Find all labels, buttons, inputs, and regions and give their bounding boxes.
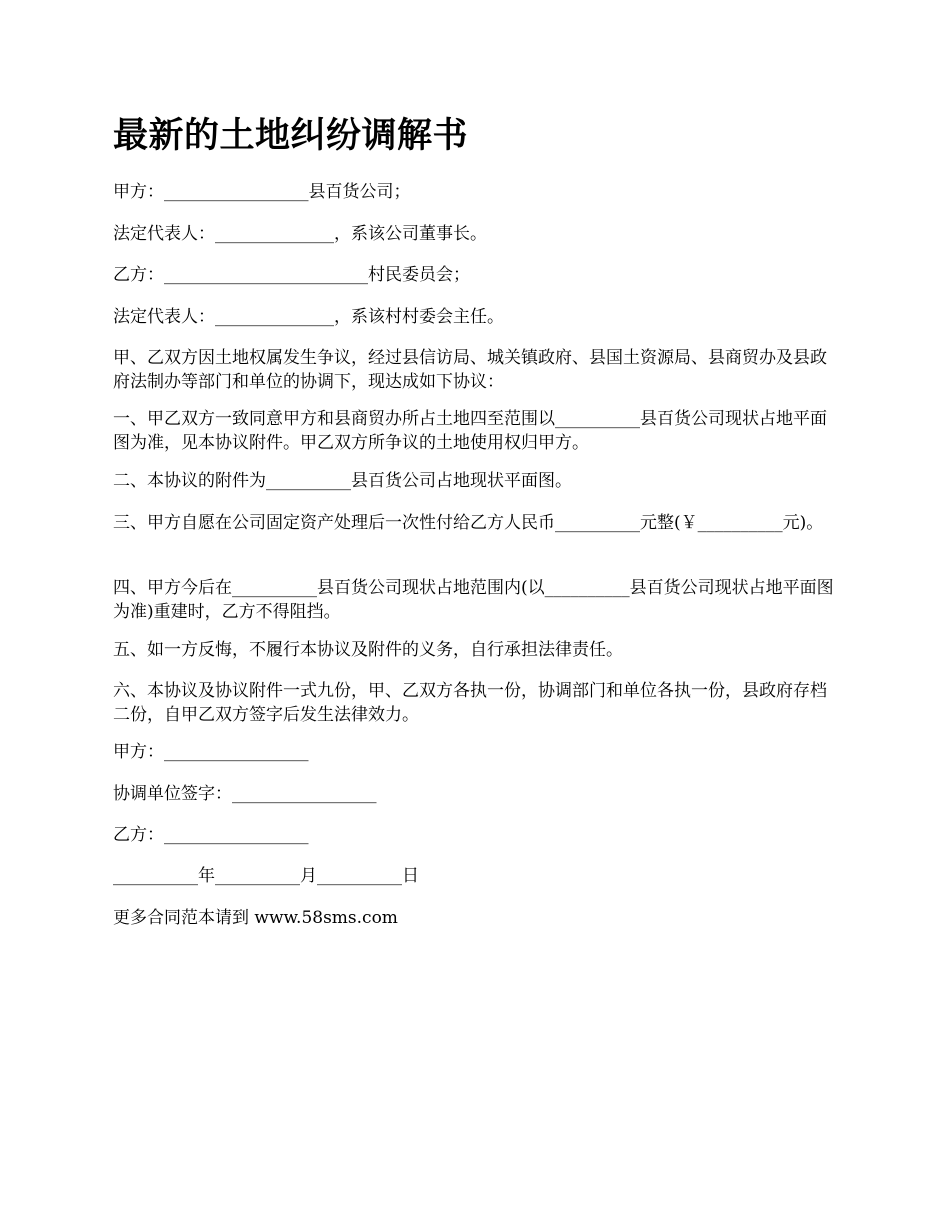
preamble-paragraph: 甲、乙双方因土地权属发生争议，经过县信访局、城关镇政府、县国土资源局、县商贸办及县政府法制办等部门和单位的协调下，现达成如下协议： xyxy=(113,348,827,392)
date-line: __________年__________月__________日 xyxy=(113,866,419,886)
clause-5: 五、如一方反悔，不履行本协议及附件的义务，自行承担法律责任。 xyxy=(113,640,623,660)
footer-link-line: 更多合同范本请到 www.58sms.com xyxy=(113,908,398,928)
clause-4: 四、甲方今后在__________县百货公司现状占地范围内(以__________县百货公司现状占地平面图为准)重建时，乙方不得阻挡。 xyxy=(113,578,834,622)
party-a-representative-line: 法定代表人：______________，系该公司董事长。 xyxy=(113,224,487,244)
signature-party-b: 乙方：_________________ xyxy=(113,825,309,845)
signature-mediator: 协调单位签字：_________________ xyxy=(113,784,377,804)
clause-1: 一、甲乙双方一致同意甲方和县商贸办所占土地四至范围以__________县百货公司现状占地平面图为准，见本协议附件。甲乙双方所争议的土地使用权归甲方。 xyxy=(113,409,827,453)
party-a-line: 甲方：_________________县百货公司； xyxy=(113,182,411,202)
clause-6: 六、本协议及协议附件一式九份，甲、乙双方各执一份，协调部门和单位各执一份，县政府存档二份，自甲乙双方签字后发生法律效力。 xyxy=(113,681,827,725)
clause-3: 三、甲方自愿在公司固定资产处理后一次性付给乙方人民币__________元整(￥__________元)。 xyxy=(113,513,824,533)
clause-2: 二、本协议的附件为__________县百货公司占地现状平面图。 xyxy=(113,471,572,491)
party-b-line: 乙方：________________________村民委员会； xyxy=(113,265,470,285)
party-b-representative-line: 法定代表人：______________，系该村村委会主任。 xyxy=(113,307,504,327)
document-title: 最新的土地纠纷调解书 xyxy=(113,116,469,156)
signature-party-a: 甲方：_________________ xyxy=(113,742,309,762)
